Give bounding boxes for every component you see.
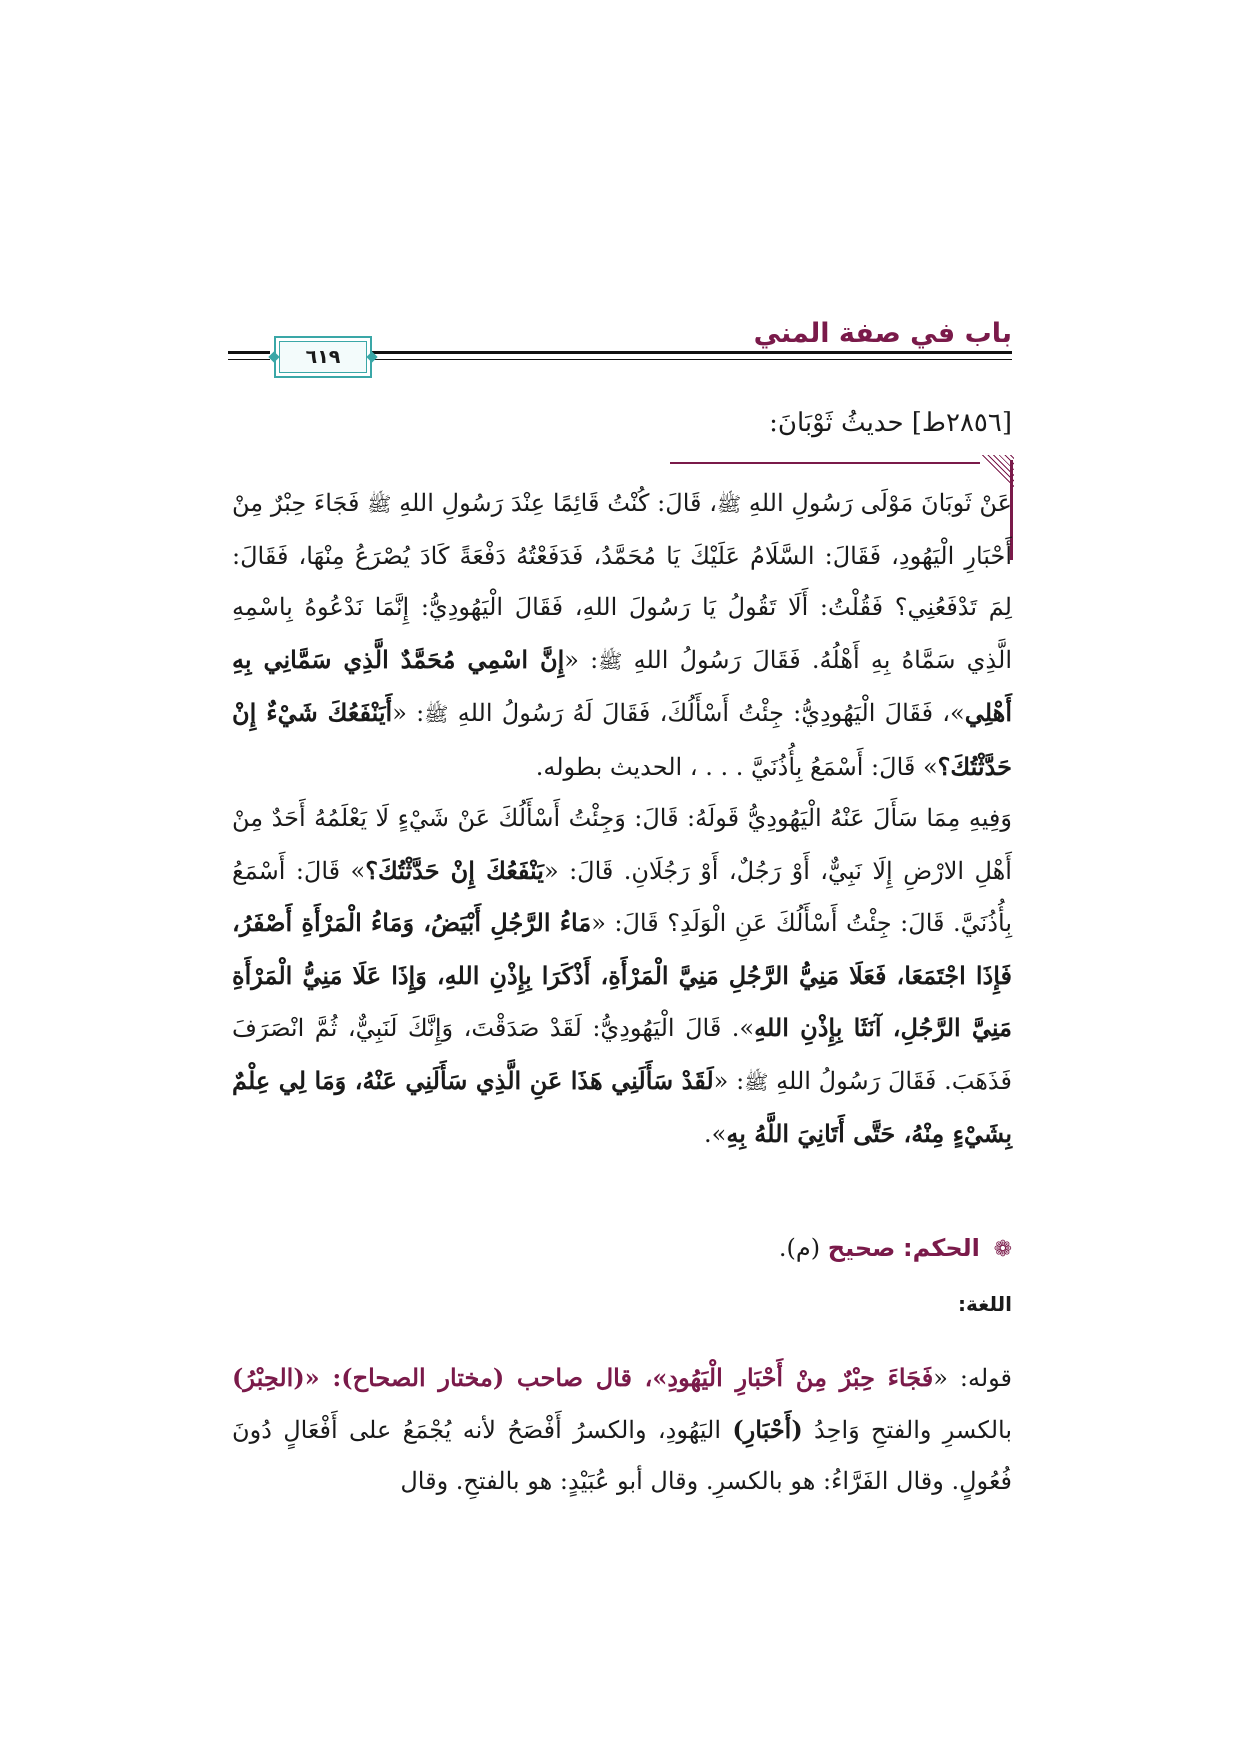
salawat-glyph: ﷺ — [744, 1069, 769, 1094]
text-run: قوله: « — [933, 1364, 1012, 1392]
chapter-title: باب في صفة المني — [753, 318, 1012, 349]
text-run: » قَالَ: أَسْمَعُ بِأُذُنَيَّ . . . ، الحديث بطوله. — [535, 752, 938, 781]
text-run: اليَهُودِ، والكسرُ أَفْصَحُ لأنه يُجْمَعُ على أَفْعَالٍ دُونَ فُعُولٍ. وقال الفَرَّاءُ: هو بالكسرِ. وقال أبو عُبَيْدٍ: هو بالفتحِ. وقال — [232, 1416, 1012, 1495]
emphasized-text: إِنَّ اسْمِي مُحَمَّدٌ الَّذِي سَمَّانِي بِهِ أَهْلِي — [232, 644, 1013, 727]
ruling-source: (م). — [778, 1234, 821, 1262]
salawat-glyph: ﷺ — [716, 492, 742, 516]
hadith-paragraph-2 — [232, 793, 1012, 1161]
text-run: »، فَقَالَ الْيَهُودِيُّ: جِئْتُ أَسْأَلُكَ، فَقَالَ لَهُ رَسُولُ اللهِ — [448, 699, 965, 727]
hadith-paragraph-1 — [232, 478, 1012, 793]
flower-ornament-icon: ❁ — [993, 1237, 1012, 1262]
text-run: ». — [704, 1120, 727, 1148]
emphasized-text: فَجَاءَ حِبْرٌ مِنْ أَحْبَارِ الْيَهُودِ»، قال صاحب (مختار الصحاح): «(الحِبْرُ) — [232, 1363, 934, 1392]
emphasized-text: لَقَدْ سَأَلَنِي هَذَا عَنِ الَّذِي سَأَلَنِي عَنْهُ، وَمَا لِي عِلْمٌ بِشَيْءٍ مِنْهُ، حَتَّى أَتَانِيَ اللَّهُ بِهِ — [232, 1065, 1012, 1148]
text-run: عَنْ ثَوبَانَ مَوْلَى رَسُولِ اللهِ — [741, 489, 1012, 517]
header-rule — [372, 351, 1012, 354]
salawat-glyph: ﷺ — [424, 702, 449, 726]
page-number: ٦١٩ — [305, 346, 341, 368]
ruling-line — [779, 1234, 1012, 1262]
header-rule-left — [228, 351, 270, 354]
commentary-paragraph-1 — [232, 1352, 1012, 1507]
hadith-box-top-line — [670, 462, 980, 464]
emphasized-text: يَنْفَعُكَ إِنْ حَدَّثْتُكَ؟ — [365, 855, 544, 885]
text-run: ». قَالَ الْيَهُودِيُّ: لَقَدْ صَدَقْتَ، وَإِنَّكَ لَنَبِيٌّ، ثُمَّ انْصَرَفَ فَذَهَبَ. فَقَالَ رَسُولُ اللهِ — [232, 1014, 1012, 1095]
commentary-text — [232, 1352, 1012, 1507]
header-rule-left-thin — [228, 359, 270, 360]
text-run: » قَالَ: أَسْمَعُ بِأُذُنَيَّ. قَالَ: جِئْتُ أَسْأَلُكَ عَنِ الْوَلَدِ؟ قَالَ: « — [232, 856, 1012, 937]
ruling-value: صحيح — [827, 1234, 896, 1262]
text-run: بالكسرِ والفتحِ وَاحِدُ — [802, 1416, 1013, 1444]
text-run: : « — [713, 1066, 745, 1095]
text-run: ، قَالَ: كُنْتُ قَائِمًا عِنْدَ رَسُولِ اللهِ — [391, 489, 717, 517]
text-run: وَفِيهِ مِمَا سَأَلَ عَنْهُ الْيَهُودِيُّ قَولَهُ: قَالَ: وَجِئْتُ أَسْأَلُكَ عَنْ شَيْءٍ لَا يَعْلَمُهُ أَحَدٌ مِنْ أَهْلِ الارْضِ إِلَا نَبِيٌّ، أَوْ رَجُلٌ، أَوْ رَجُلَانِ. قَالَ: « — [232, 804, 1012, 885]
emphasized-text: أَيَنْفَعُكَ شَيْءٌ إِنْ حَدَّثْتُكَ؟ — [232, 698, 1012, 781]
lugha-label: اللغة: — [958, 1292, 1012, 1316]
emphasized-text: مَاءُ الرَّجُلِ أَبْيَضُ، وَمَاءُ الْمَرْأَةِ أَصْفَرُ، فَإِذَا اجْتَمَعَا، فَعَلَا مَنِيُّ الرَّجُلِ مَنِيَّ الْمَرْأَةِ، أَذْكَرَا بِإِذْنِ اللهِ، وَإِذَا عَلَا مَنِيُّ الْمَرْأَةِ مَنِيَّ الرَّجُلِ، آنَثَا بِإِذْنِ اللهِ — [232, 908, 1012, 1042]
section-heading: [٢٨٥٦ط] حديثُ ثَوْبَانَ: — [769, 408, 1012, 438]
text-run: فَجَاءَ حِبْرٌ مِنْ أَحْبَارِ الْيَهُودِ، فَقَالَ: السَّلَامُ عَلَيْكَ يَا مُحَمَّدُ، فَدَفَعْتُهُ دَفْعَةً كَادَ يُصْرَعُ مِنْهَا، فَقَالَ: لِمَ تَدْفَعُنِي؟ فَقُلْتُ: أَلَا تَقُولُ يَا رَسُولَ اللهِ، فَقَالَ الْيَهُودِيُّ: إِنَّمَا نَدْعُوهُ بِاسْمِهِ الَّذِي سَمَّاهُ بِهِ أَهْلُهُ. فَقَالَ رَسُولُ اللهِ — [232, 489, 1013, 674]
text-run: : « — [564, 645, 599, 674]
hadith-text — [232, 478, 1012, 1161]
ruling-label: الحكم: — [903, 1234, 980, 1262]
header-rule-thin — [372, 359, 1012, 360]
emphasized-text: (أَحْبَارِ) — [732, 1415, 803, 1444]
page-number-frame — [274, 336, 372, 378]
text-run: : « — [392, 699, 425, 727]
salawat-glyph: ﷺ — [367, 492, 392, 516]
salawat-glyph: ﷺ — [598, 648, 623, 673]
